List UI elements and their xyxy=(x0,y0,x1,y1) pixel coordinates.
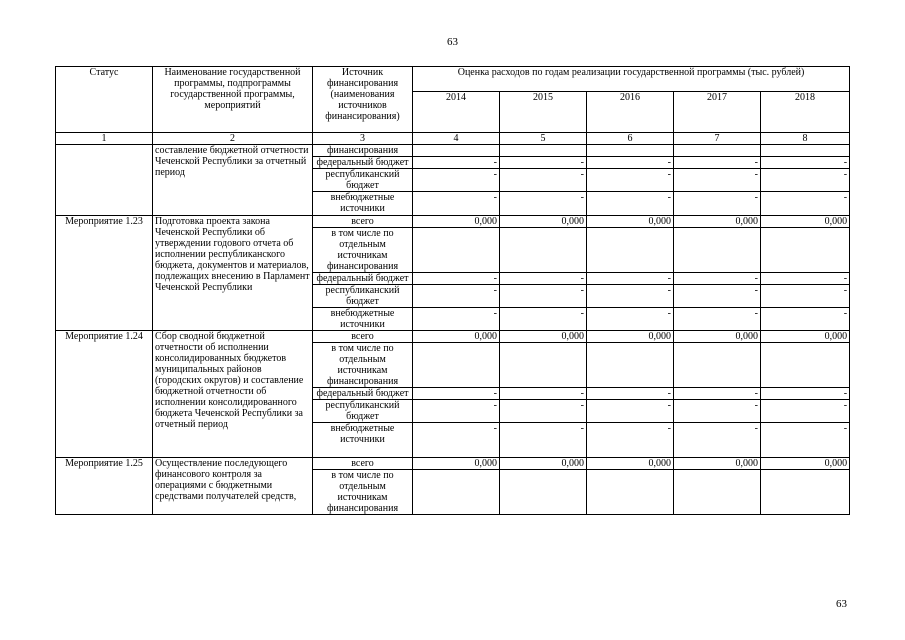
header-source: Источник финансирования (наименования источников финансирования) xyxy=(313,67,413,133)
source-extra: внебюджетные источники xyxy=(313,423,413,458)
value-cell xyxy=(761,470,850,515)
value-cell: - xyxy=(587,169,674,192)
source-incl: в том числе по отдельным источникам финансирования xyxy=(313,228,413,273)
header-year: 2015 xyxy=(500,92,587,133)
value-cell: - xyxy=(500,273,587,285)
source-extra: внебюджетные источники xyxy=(313,192,413,216)
value-cell: - xyxy=(413,169,500,192)
value-cell: 0,000 xyxy=(761,331,850,343)
value-cell: - xyxy=(413,285,500,308)
value-cell: - xyxy=(413,388,500,400)
source-incl: в том числе по отдельным источникам финансирования xyxy=(313,470,413,515)
value-cell xyxy=(413,343,500,388)
column-index: 5 xyxy=(500,133,587,145)
source-incl: в том числе по отдельным источникам финансирования xyxy=(313,343,413,388)
value-cell: 0,000 xyxy=(413,216,500,228)
value-cell: - xyxy=(500,157,587,169)
value-cell xyxy=(761,228,850,273)
value-cell xyxy=(587,343,674,388)
value-cell xyxy=(500,228,587,273)
value-cell xyxy=(500,145,587,157)
value-cell: - xyxy=(587,308,674,331)
value-cell: - xyxy=(761,273,850,285)
value-cell xyxy=(674,145,761,157)
value-cell: - xyxy=(587,423,674,458)
value-cell: - xyxy=(761,308,850,331)
page-number-bottom: 63 xyxy=(836,598,847,610)
value-cell xyxy=(674,343,761,388)
value-cell: 0,000 xyxy=(413,458,500,470)
value-cell: 0,000 xyxy=(761,216,850,228)
value-cell: - xyxy=(761,388,850,400)
event-name: Сбор сводной бюджетной отчетности об исполнении консолидированных бюджетов муниципальных районов (городских округов) и составление бюджетной отчетности об исполнении консолидированного бюджета Чеченской Республики за отчетный период xyxy=(153,331,313,458)
header-name: Наименование государственной программы, подпрограммы государственной программы, мероприятий xyxy=(153,67,313,133)
source-republic: республиканский бюджет xyxy=(313,169,413,192)
value-cell: - xyxy=(761,400,850,423)
column-index: 7 xyxy=(674,133,761,145)
header-year: 2014 xyxy=(413,92,500,133)
value-cell xyxy=(587,145,674,157)
event-name: составление бюджетной отчетности Чеченской Республики за отчетный период xyxy=(153,145,313,216)
value-cell: 0,000 xyxy=(587,216,674,228)
source-total: всего xyxy=(313,458,413,470)
value-cell: - xyxy=(413,273,500,285)
event-status: Мероприятие 1.25 xyxy=(56,458,153,515)
value-cell xyxy=(500,343,587,388)
budget-table xyxy=(55,66,850,515)
column-index: 4 xyxy=(413,133,500,145)
value-cell: - xyxy=(413,423,500,458)
value-cell: - xyxy=(500,169,587,192)
header-estimate: Оценка расходов по годам реализации государственной программы (тыс. рублей) xyxy=(413,67,850,92)
value-cell: - xyxy=(674,423,761,458)
value-cell: - xyxy=(674,192,761,216)
value-cell: 0,000 xyxy=(413,331,500,343)
value-cell: - xyxy=(761,285,850,308)
value-cell: 0,000 xyxy=(587,331,674,343)
event-status: Мероприятие 1.23 xyxy=(56,216,153,331)
value-cell xyxy=(761,343,850,388)
value-cell: - xyxy=(587,285,674,308)
value-cell: 0,000 xyxy=(500,216,587,228)
value-cell: - xyxy=(674,285,761,308)
value-cell: - xyxy=(761,423,850,458)
source-total: всего xyxy=(313,331,413,343)
value-cell: 0,000 xyxy=(500,331,587,343)
column-index: 6 xyxy=(587,133,674,145)
value-cell: - xyxy=(587,388,674,400)
value-cell: 0,000 xyxy=(587,458,674,470)
value-cell: - xyxy=(500,285,587,308)
value-cell: 0,000 xyxy=(761,458,850,470)
header-year: 2016 xyxy=(587,92,674,133)
source-cell: финансирования xyxy=(313,145,413,157)
value-cell: 0,000 xyxy=(674,331,761,343)
column-index: 1 xyxy=(56,133,153,145)
event-status: Мероприятие 1.24 xyxy=(56,331,153,458)
value-cell: - xyxy=(587,273,674,285)
value-cell: - xyxy=(674,388,761,400)
value-cell xyxy=(674,470,761,515)
value-cell xyxy=(587,470,674,515)
value-cell: - xyxy=(761,169,850,192)
value-cell: - xyxy=(674,157,761,169)
value-cell: - xyxy=(500,308,587,331)
page-number-top: 63 xyxy=(447,36,458,48)
value-cell: - xyxy=(413,308,500,331)
value-cell xyxy=(413,470,500,515)
source-republic: республиканский бюджет xyxy=(313,400,413,423)
value-cell: - xyxy=(500,192,587,216)
value-cell xyxy=(413,145,500,157)
value-cell: - xyxy=(761,192,850,216)
value-cell: 0,000 xyxy=(674,458,761,470)
event-name: Подготовка проекта закона Чеченской Республики об утверждении годового отчета об исполнении республиканского бюджета, документов и материалов, подлежащих внесению в Парламент Чеченской Республики xyxy=(153,216,313,331)
source-extra: внебюджетные источники xyxy=(313,308,413,331)
value-cell: - xyxy=(674,308,761,331)
event-name: Осуществление последующего финансового контроля за операциями с бюджетными средствами получателей средств, xyxy=(153,458,313,515)
value-cell: - xyxy=(413,400,500,423)
value-cell: - xyxy=(761,157,850,169)
source-federal: федеральный бюджет xyxy=(313,388,413,400)
value-cell: 0,000 xyxy=(500,458,587,470)
value-cell: - xyxy=(674,400,761,423)
status-cell xyxy=(56,145,153,216)
value-cell: - xyxy=(587,192,674,216)
header-year: 2017 xyxy=(674,92,761,133)
value-cell xyxy=(500,470,587,515)
header-status: Статус xyxy=(56,67,153,133)
value-cell xyxy=(761,145,850,157)
value-cell: - xyxy=(500,400,587,423)
source-republic: республиканский бюджет xyxy=(313,285,413,308)
column-index: 2 xyxy=(153,133,313,145)
value-cell: - xyxy=(587,400,674,423)
value-cell: 0,000 xyxy=(674,216,761,228)
column-index: 3 xyxy=(313,133,413,145)
value-cell: - xyxy=(500,423,587,458)
source-federal: федеральный бюджет xyxy=(313,157,413,169)
value-cell: - xyxy=(674,169,761,192)
column-index: 8 xyxy=(761,133,850,145)
value-cell: - xyxy=(413,157,500,169)
value-cell: - xyxy=(674,273,761,285)
source-total: всего xyxy=(313,216,413,228)
header-year: 2018 xyxy=(761,92,850,133)
value-cell xyxy=(413,228,500,273)
value-cell: - xyxy=(413,192,500,216)
value-cell: - xyxy=(500,388,587,400)
source-federal: федеральный бюджет xyxy=(313,273,413,285)
value-cell xyxy=(674,228,761,273)
value-cell xyxy=(587,228,674,273)
value-cell: - xyxy=(587,157,674,169)
